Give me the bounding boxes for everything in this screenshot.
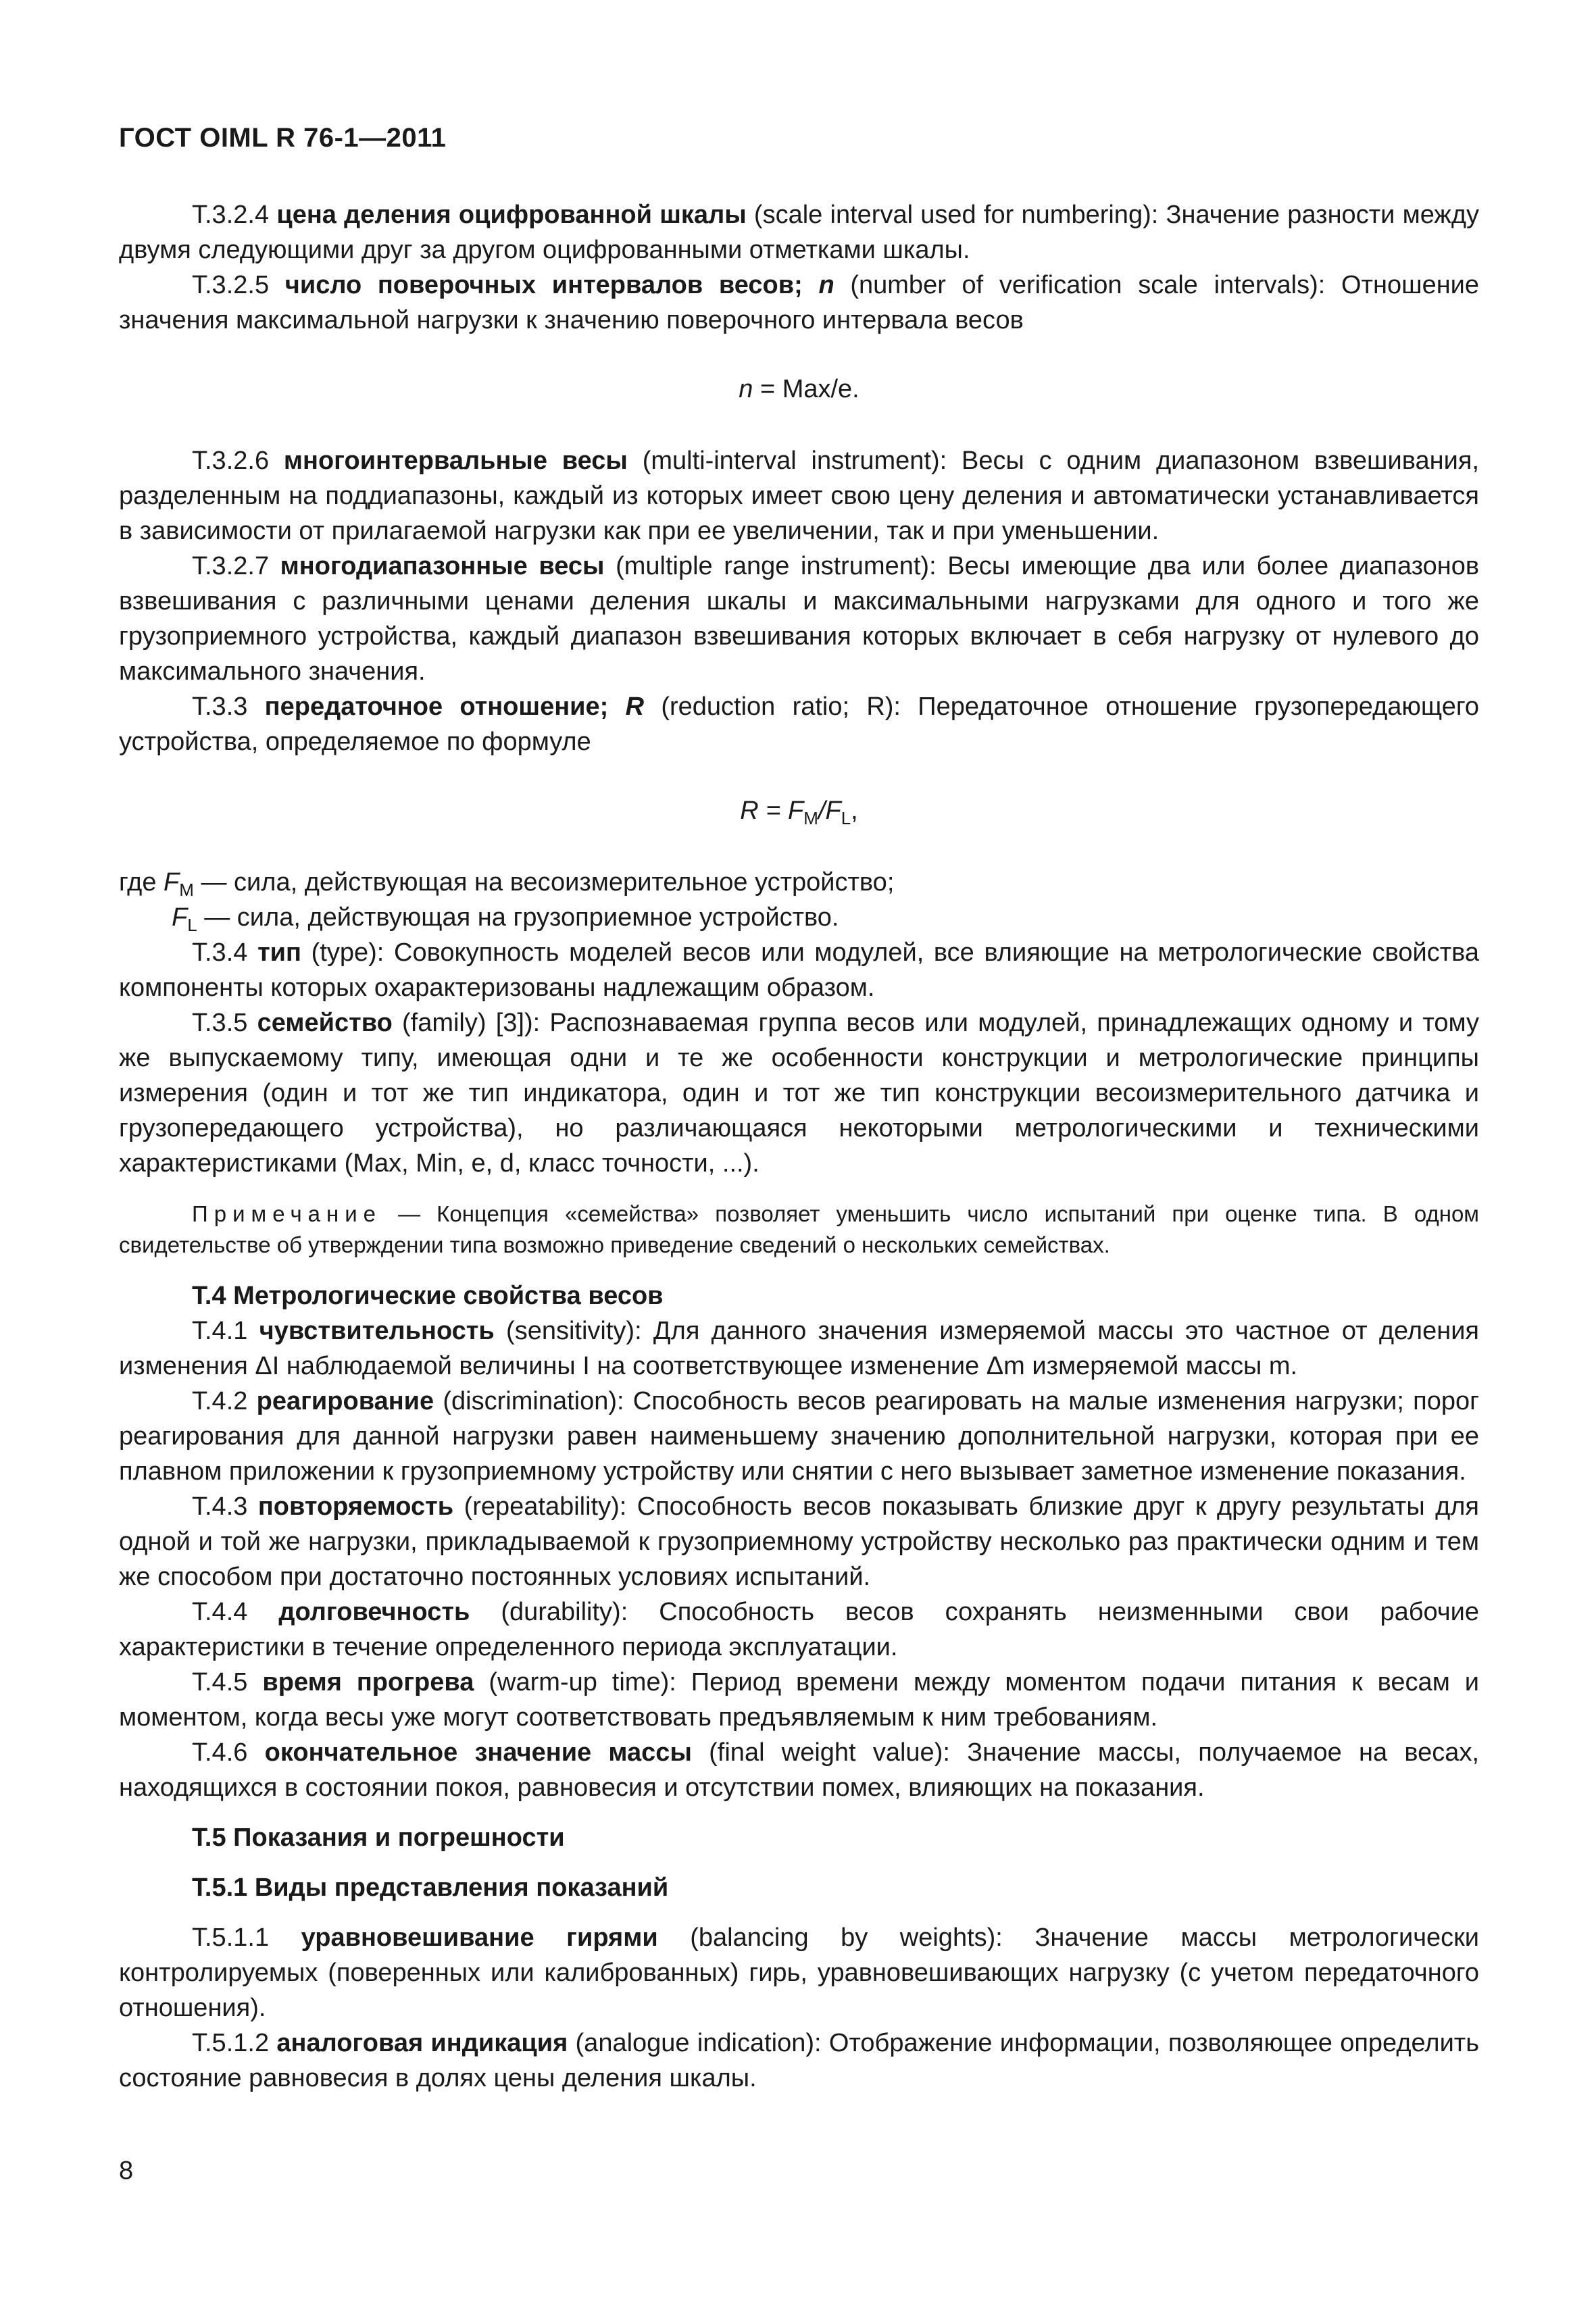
note-text: — Концепция «семейства» позволяет уменьшить число испытаний при оценке типа. В одном свидетельстве об утверждении типа возможно приведение сведений о нескольких семействах.	[119, 1201, 1479, 1257]
definition: Отображение информации, позволяющее определить состояние равновесия в долях цены деления шкалы.	[119, 2029, 1480, 2092]
paragraph-t3-2-6	[119, 443, 1479, 549]
definition: Значение массы метрологически контролируемых (поверенных или калиброванных) гирь, уравновешивающих нагрузку (с учетом передаточного отношения).	[119, 1923, 1480, 2022]
paragraph-t5-1-2	[119, 2026, 1479, 2096]
term-english: (durability):	[501, 1598, 628, 1626]
clause-number: Т.5.1.2	[192, 2029, 270, 2057]
paragraph-t3-3	[119, 689, 1479, 759]
term: цена деления оцифрованной шкалы	[276, 201, 747, 229]
definition: Передаточное отношение грузопередающего устройства, определяемое по формуле	[119, 693, 1480, 756]
definition: Весы имеющие два или более диапазонов взвешивания с различными ценами деления шкалы и максимальными нагрузками для одного и того же грузоприемного устройства, каждый диапазон взвешивания которых включает в себя нагрузку от нулевого до максимального значения.	[119, 552, 1480, 686]
paragraph-t4-4	[119, 1594, 1479, 1665]
term: долговечность	[278, 1598, 470, 1626]
term-english: (warm-up time):	[489, 1668, 676, 1696]
note	[119, 1199, 1479, 1261]
term: аналоговая индикация	[276, 2029, 568, 2057]
term-symbol: R	[625, 693, 645, 721]
note-label: Примечание	[192, 1201, 382, 1226]
paragraph-t3-2-4	[119, 197, 1479, 268]
section-heading-t5: Т.5 Показания и погрешности	[192, 1823, 565, 1852]
definition: Распознаваемая группа весов или модулей, принадлежащих одному и тому же выпускаемому типу, имеющая одни и те же особенности конструкции и метрологические принципы измерения (один и тот же тип индикатора, один и тот же тип конструкции весоизмерительного датчика и грузопередающего устройства), но различающаяся некоторыми метрологическими и техническими характеристиками (Max, Min, e, d, класс точности, ...).	[119, 1009, 1480, 1178]
term-english: (sensitivity):	[506, 1317, 642, 1345]
page-header: ГОСТ OIML R 76-1—2011	[119, 123, 447, 153]
definition: Значение разности между двумя следующими друг за другом оцифрованными отметками шкалы.	[119, 201, 1479, 264]
section-heading-t5-1: Т.5.1 Виды представления показаний	[192, 1873, 669, 1902]
clause-number: Т.3.5	[192, 1009, 248, 1037]
term: многоинтервальные весы	[283, 447, 628, 475]
term-english: (multiple range instrument):	[616, 552, 937, 580]
term-english: (type):	[311, 938, 384, 967]
definition: Способность весов реагировать на малые изменения нагрузки; порог реагирования для данной нагрузки равен наименьшему значению дополнительной нагрузки, которая при ее плавном приложении к грузоприемному устройству или снятии с него вызывает заметное изменение показания.	[119, 1387, 1480, 1486]
term: чувствительность	[259, 1317, 495, 1345]
term: окончательное значение массы	[264, 1738, 692, 1767]
clause-number: Т.3.2.6	[192, 447, 270, 475]
clause-number: Т.4.1	[192, 1317, 248, 1345]
definition: Значение массы, получаемое на весах, находящихся в состоянии покоя, равновесия и отсутствии помех, влияющих на показания.	[119, 1738, 1480, 1802]
term: реагирование	[256, 1387, 434, 1415]
paragraph-t4-3	[119, 1489, 1479, 1594]
term: передаточное отношение;	[264, 693, 609, 721]
term: семейство	[257, 1009, 393, 1037]
clause-number: Т.3.2.4	[192, 201, 270, 229]
where-line-1: где $F_M$ — сила, действующая на весоизмерительное устройство;	[119, 868, 895, 900]
clause-number: Т.4.2	[192, 1387, 248, 1415]
term-symbol: n	[818, 271, 834, 299]
term-english: (analogue indication):	[575, 2029, 822, 2057]
section-heading-t4: Т.4 Метрологические свойства весов	[192, 1282, 664, 1310]
paragraph-t4-1	[119, 1313, 1479, 1384]
term: многодиапазонные весы	[280, 552, 605, 580]
definition: Для данного значения измеряемой массы это частное от деления изменения ΔI наблюдаемой величины I на соответствующее изменение Δm измеряемой массы m.	[119, 1317, 1480, 1380]
clause-number: Т.4.6	[192, 1738, 248, 1767]
definition: Совокупность моделей весов или модулей, все влияющие на метрологические свойства компоненты которых охарактеризованы надлежащим образом.	[119, 938, 1480, 1002]
definition: Способность весов сохранять неизменными свои рабочие характеристики в течение определенного периода эксплуатации.	[119, 1598, 1480, 1661]
term: число поверочных интервалов весов;	[284, 271, 803, 299]
document-body	[119, 197, 1479, 2096]
clause-number: Т.3.2.5	[192, 271, 270, 299]
paragraph-t4-5	[119, 1665, 1479, 1735]
term: время прогрева	[262, 1668, 474, 1696]
clause-number: Т.3.3	[192, 693, 248, 721]
term-english: (balancing by weights):	[690, 1923, 1003, 1952]
term-english: (number of verification scale intervals):	[850, 271, 1326, 299]
paragraph-t4-2	[119, 1384, 1479, 1489]
term-english: (repeatability):	[464, 1492, 627, 1521]
where-line-2: $F_L$ — сила, действующая на грузоприемное устройство.	[172, 903, 839, 935]
formula-r: $R = F_M/F_L$,	[740, 797, 858, 828]
paragraph-t3-5	[119, 1005, 1479, 1181]
clause-number: Т.5.1.1	[192, 1923, 270, 1952]
term: тип	[257, 938, 301, 967]
definition: Отношение значения максимальной нагрузки к значению поверочного интервала весов	[119, 271, 1480, 334]
term: уравновешивание гирями	[301, 1923, 658, 1952]
formula-n: n = Max/e.	[739, 375, 859, 403]
paragraph-t4-6	[119, 1735, 1479, 1805]
definition: Период времени между моментом подачи питания к весам и моментом, когда весы уже могут соответствовать предъявляемым к ним требованиям.	[119, 1668, 1480, 1732]
paragraph-t3-2-7	[119, 549, 1479, 689]
term-english: (multi-interval instrument):	[642, 447, 947, 475]
paragraph-t3-2-5	[119, 268, 1479, 338]
clause-number: Т.3.2.7	[192, 552, 270, 580]
definition: Способность весов показывать близкие друг к другу результаты для одной и той же нагрузки, прикладываемой к грузоприемному устройству несколько раз практически одним и тем же способом при достаточно постоянных условиях испытаний.	[119, 1492, 1480, 1591]
term-english: (family) [3]):	[401, 1009, 541, 1037]
term-english: (final weight value):	[709, 1738, 950, 1767]
definition: Весы с одним диапазоном взвешивания, разделенным на поддиапазоны, каждый из которых имеет свою цену деления и автоматически устанавливается в зависимости от прилагаемой нагрузки как при ее увеличении, так и при уменьшении.	[119, 447, 1480, 545]
term: повторяемость	[257, 1492, 454, 1521]
clause-number: Т.3.4	[192, 938, 248, 967]
clause-number: Т.4.3	[192, 1492, 248, 1521]
term-english: (scale interval used for numbering):	[753, 201, 1159, 229]
term-english: (reduction ratio; R):	[661, 693, 901, 721]
clause-number: Т.4.5	[192, 1668, 248, 1696]
paragraph-t3-4	[119, 935, 1479, 1005]
page-number: 8	[119, 2157, 134, 2185]
clause-number: Т.4.4	[192, 1598, 248, 1626]
paragraph-t5-1-1	[119, 1920, 1479, 2026]
term-english: (discrimination):	[443, 1387, 624, 1415]
